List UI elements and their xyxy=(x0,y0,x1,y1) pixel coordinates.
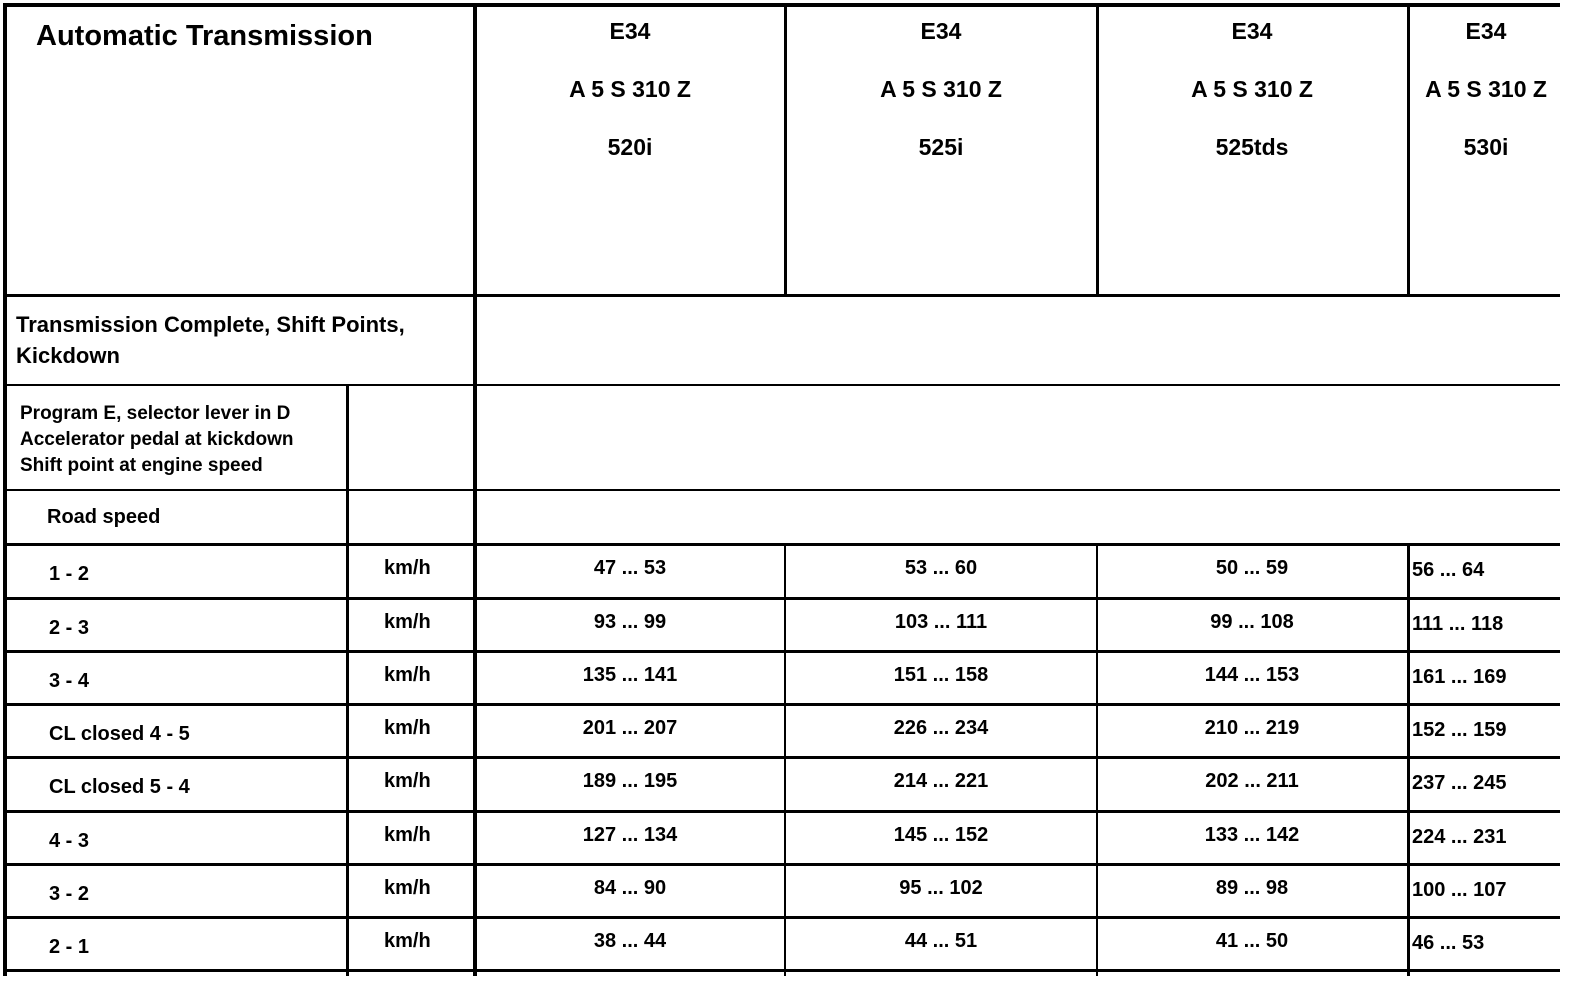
table-cell: 100 ... 107 xyxy=(1412,879,1507,901)
table-cell: 189 ... 195 xyxy=(582,770,678,792)
row-divider-1 xyxy=(3,597,1560,600)
header-divider xyxy=(3,294,1560,297)
table-cell: 46 ... 53 xyxy=(1412,932,1485,954)
row-unit: km/h xyxy=(384,930,431,952)
column-model: 530i xyxy=(1463,134,1509,160)
table-cell: 133 ... 142 xyxy=(1204,824,1300,846)
row-unit: km/h xyxy=(384,877,431,899)
row-label: 2 - 3 xyxy=(49,617,90,639)
table-title: Automatic Transmission xyxy=(36,20,373,52)
table-cell: 161 ... 169 xyxy=(1412,666,1507,688)
condition-divider xyxy=(3,489,1560,491)
table-cell: 89 ... 98 xyxy=(1215,877,1289,899)
header-column-divider-2 xyxy=(1096,3,1099,296)
table-cell: 145 ... 152 xyxy=(893,824,989,846)
row-divider-2 xyxy=(3,650,1560,653)
row-divider-3 xyxy=(3,703,1560,706)
row-unit: km/h xyxy=(384,824,431,846)
table-cell: 93 ... 99 xyxy=(593,611,667,633)
row-divider-7 xyxy=(3,916,1560,919)
row-label: 2 - 1 xyxy=(49,936,90,958)
condition-line-1: Program E, selector lever in D xyxy=(20,403,291,424)
section-divider xyxy=(3,384,1560,386)
table-cell: 95 ... 102 xyxy=(899,877,983,899)
table-cell: 47 ... 53 xyxy=(593,557,667,579)
column-model: 525i xyxy=(918,134,964,160)
column-series: E34 xyxy=(609,18,651,44)
condition-line-3: Shift point at engine speed xyxy=(20,455,263,476)
condition-line-2: Accelerator pedal at kickdown xyxy=(20,429,294,450)
table-cell: 144 ... 153 xyxy=(1204,664,1300,686)
road-speed-label: Road speed xyxy=(47,506,161,528)
value-column-divider-0 xyxy=(473,3,477,976)
table-cell: 201 ... 207 xyxy=(582,717,678,739)
table-cell: 210 ... 219 xyxy=(1204,717,1300,739)
row-label: 3 - 4 xyxy=(49,670,90,692)
table-cell: 50 ... 59 xyxy=(1215,557,1289,579)
row-label: 4 - 3 xyxy=(49,830,90,852)
table-cell: 135 ... 141 xyxy=(582,664,678,686)
row-unit: km/h xyxy=(384,770,431,792)
header-column-divider-1 xyxy=(784,3,787,296)
section-heading-line2: Kickdown xyxy=(16,343,120,368)
table-cell: 38 ... 44 xyxy=(593,930,667,952)
row-label: 1 - 2 xyxy=(49,563,90,585)
row-unit: km/h xyxy=(384,611,431,633)
table-cell: 56 ... 64 xyxy=(1412,559,1485,581)
table-cell: 53 ... 60 xyxy=(904,557,978,579)
value-column-divider-1 xyxy=(784,543,786,976)
value-column-divider-2 xyxy=(1096,543,1098,976)
column-series: E34 xyxy=(920,18,962,44)
row-divider-6 xyxy=(3,863,1560,866)
table-cell: 152 ... 159 xyxy=(1412,719,1507,741)
row-divider-0 xyxy=(3,543,1560,546)
label-column-divider xyxy=(346,384,349,976)
table-cell: 237 ... 245 xyxy=(1412,772,1507,794)
table-border-top xyxy=(3,3,1560,7)
column-model: 520i xyxy=(607,134,653,160)
column-series: E34 xyxy=(1465,18,1507,44)
table-cell: 44 ... 51 xyxy=(904,930,978,952)
table-cell: 103 ... 111 xyxy=(894,611,988,633)
column-transmission: A 5 S 310 Z xyxy=(569,76,691,102)
table-cell: 127 ... 134 xyxy=(582,824,678,846)
table-cell: 41 ... 50 xyxy=(1215,930,1289,952)
row-divider-4 xyxy=(3,756,1560,759)
table-cell: 99 ... 108 xyxy=(1210,611,1294,633)
table-cell: 224 ... 231 xyxy=(1412,826,1507,848)
row-unit: km/h xyxy=(384,664,431,686)
row-unit: km/h xyxy=(384,717,431,739)
column-model: 525tds xyxy=(1215,134,1289,160)
row-divider-8 xyxy=(3,969,1560,972)
row-label: 3 - 2 xyxy=(49,883,90,905)
column-transmission: A 5 S 310 Z xyxy=(1425,76,1547,102)
column-transmission: A 5 S 310 Z xyxy=(1191,76,1313,102)
row-unit: km/h xyxy=(384,557,431,579)
section-heading-line1: Transmission Complete, Shift Points, xyxy=(16,312,405,337)
table-cell: 84 ... 90 xyxy=(593,877,667,899)
row-divider-5 xyxy=(3,810,1560,813)
column-series: E34 xyxy=(1231,18,1273,44)
row-label: CL closed 5 - 4 xyxy=(49,776,190,798)
column-transmission: A 5 S 310 Z xyxy=(880,76,1002,102)
table-cell: 151 ... 158 xyxy=(893,664,989,686)
table-cell: 214 ... 221 xyxy=(893,770,989,792)
value-column-divider-3 xyxy=(1407,543,1410,976)
table-cell: 111 ... 118 xyxy=(1412,613,1504,635)
table-cell: 202 ... 211 xyxy=(1205,770,1299,792)
row-label: CL closed 4 - 5 xyxy=(49,723,190,745)
table-cell: 226 ... 234 xyxy=(893,717,989,739)
